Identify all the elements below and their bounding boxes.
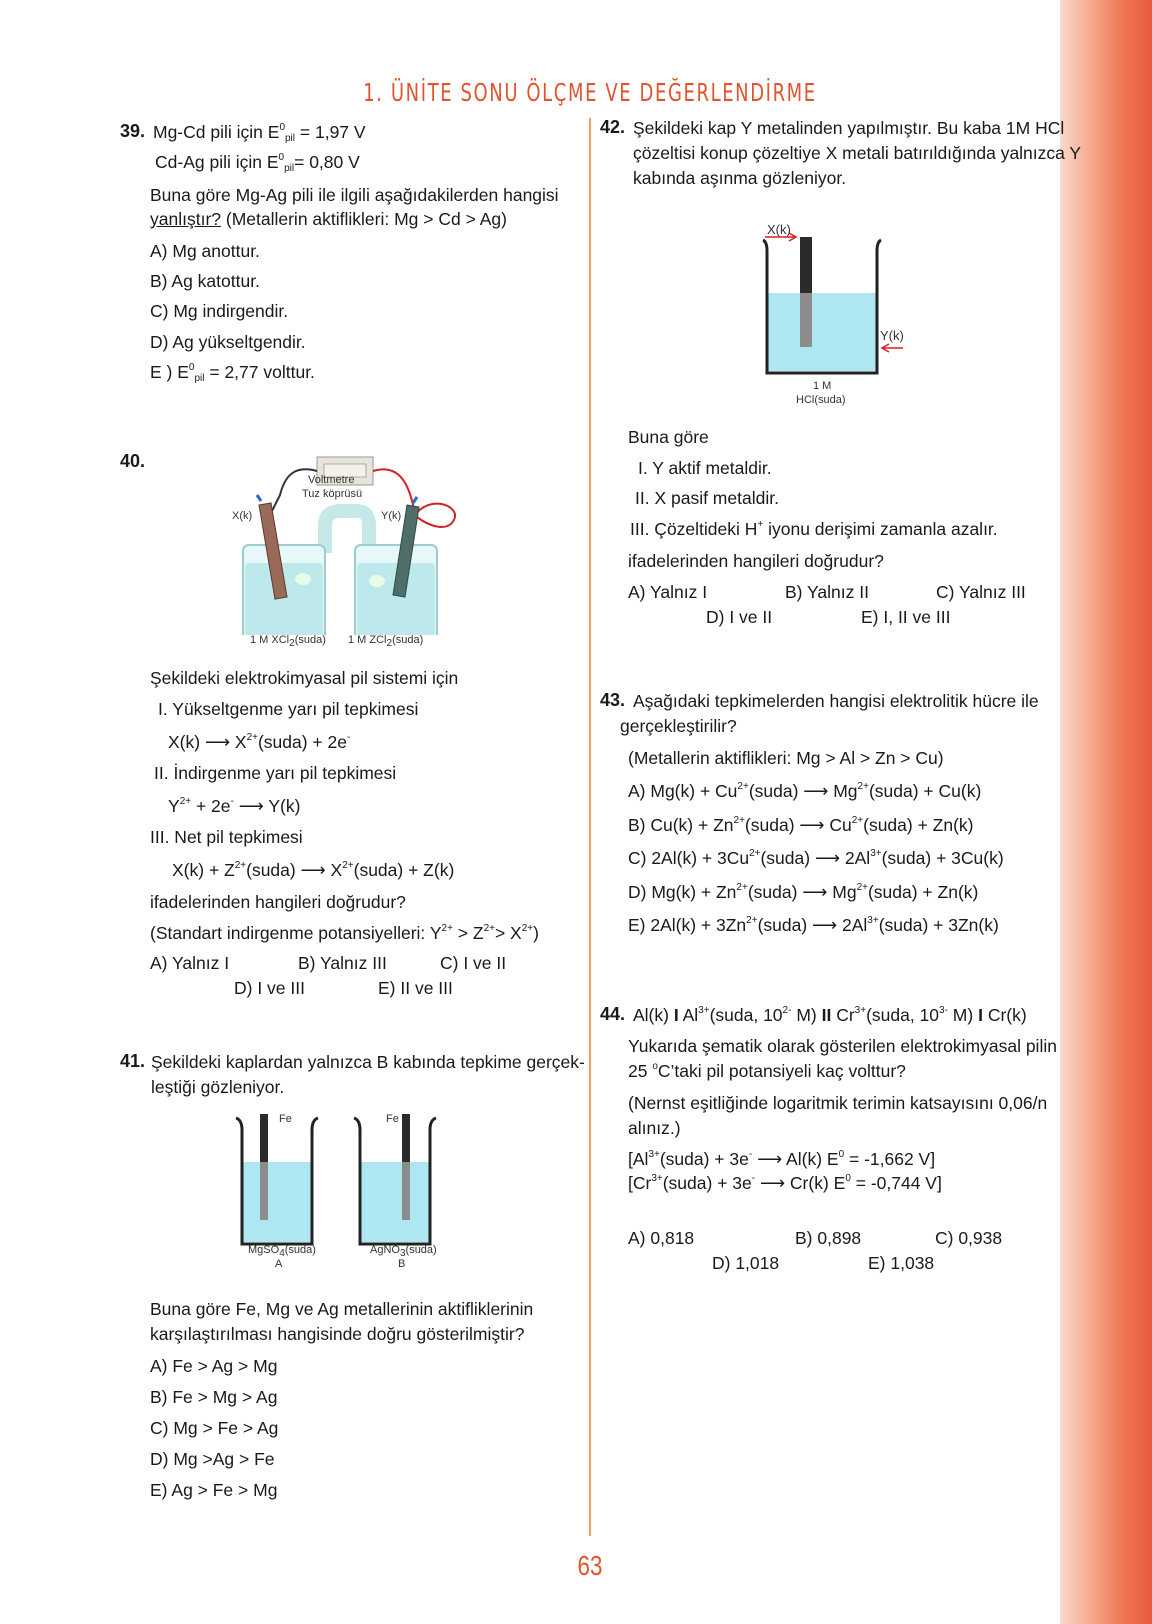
q42-number: 42. bbox=[600, 117, 626, 137]
q39-option-a[interactable]: A) Mg anottur. bbox=[150, 241, 260, 261]
q43-option-b[interactable]: B) $Cu(k) + Zn^{2+}(suda)$ ⟶ $Cu^{2+}(suda) + Zn(k)$ bbox=[628, 815, 974, 835]
q42-stem-1: Şekildeki kap Y metalinden yapılmıştır. Bu kaba 1M HCl bbox=[633, 118, 1065, 138]
q39-option-b[interactable]: B) Ag katottur. bbox=[150, 271, 260, 291]
q39-stem-1: Buna göre Mg-Ag pili ile ilgili aşağıdakilerden hangisi bbox=[150, 185, 559, 205]
q43-note: (Metallerin aktiflikleri: Mg > Al > Zn > Cu) bbox=[628, 748, 944, 768]
q41-stem-1: Şekildeki kaplardan yalnızca B kabında tepkime gerçek- bbox=[151, 1052, 585, 1072]
q42-option-c[interactable]: C) Yalnız III bbox=[936, 582, 1026, 602]
q42-statement-1: I. Y aktif metaldir. bbox=[638, 458, 772, 478]
q43-stem-1: Aşağıdaki tepkimelerden hangisi elektrolitik hücre ile bbox=[633, 691, 1039, 711]
q44-number: 44. bbox=[600, 1004, 626, 1024]
q41-beaker-b-label: B bbox=[398, 1258, 406, 1270]
q40-stem: Şekildeki elektrokimyasal pil sistemi için bbox=[150, 668, 459, 688]
q40-statement-2-label: II. İndirgenme yarı pil tepkimesi bbox=[154, 763, 397, 783]
q42-question: ifadelerinden hangileri doğrudur? bbox=[628, 551, 884, 571]
q43-option-d[interactable]: D) $Mg(k) + Zn^{2+}(suda)$ ⟶ $Mg^{2+}(suda) + Zn(k)$ bbox=[628, 882, 979, 902]
column-divider bbox=[589, 118, 591, 1536]
q39-stem-2: yanlıştır? (Metallerin aktiflikleri: Mg > Cd > Ag) bbox=[150, 209, 507, 229]
q42-option-e[interactable]: E) I, II ve III bbox=[861, 607, 951, 627]
q40-x-label: X(k) bbox=[232, 510, 253, 522]
q40-option-e[interactable]: E) II ve III bbox=[378, 978, 453, 998]
q43-stem-2: gerçekleştirilir? bbox=[620, 716, 737, 736]
q44-option-b[interactable]: B) 0,898 bbox=[795, 1228, 862, 1248]
q42-option-a[interactable]: A) Yalnız I bbox=[628, 582, 708, 602]
q41-fe-label-b: Fe bbox=[386, 1113, 399, 1125]
q44-cell-notation: Al(k) I $Al^{3+}(suda$, $10^{2-}$ M) II $Cr^{3+}(suda$, $10^{3-}$ M) I Cr(k) bbox=[633, 1005, 1027, 1025]
q42-concentration-label: 1 M bbox=[813, 380, 832, 392]
q42-statement-3: III. Çözeltideki H+ iyonu derişimi zamanla azalır. bbox=[630, 519, 998, 539]
q40-option-b[interactable]: B) Yalnız III bbox=[298, 953, 387, 973]
q44-reaction-cr: [$Cr^{3+}(suda) + 3e^-$ ⟶ Cr(k) $E^0 = -0,744$ V] bbox=[628, 1173, 942, 1193]
q40-salt-bridge-label: Tuz köprüsü bbox=[302, 488, 363, 500]
q41-beaker-a-label: A bbox=[275, 1258, 283, 1270]
q43-number: 43. bbox=[600, 690, 626, 710]
q40-option-a[interactable]: A) Yalnız I bbox=[150, 953, 230, 973]
q42-beaker-figure bbox=[755, 225, 905, 385]
q39-option-c[interactable]: C) Mg indirgendir. bbox=[150, 301, 289, 321]
q41-beaker-b-solution: AgNO$_3$(suda) bbox=[370, 1244, 437, 1259]
q40-statement-2-eq: $Y^{2+} + 2e^-$ ⟶ Y(k) bbox=[168, 796, 301, 816]
q42-solution-label: HCl(suda) bbox=[796, 394, 846, 406]
q40-y-label: Y(k) bbox=[381, 510, 402, 522]
q39-option-e[interactable]: E ) $E^0_{pil} = 2,77$ volttur. bbox=[150, 362, 315, 384]
q41-option-d[interactable]: D) Mg >Ag > Fe bbox=[150, 1449, 275, 1469]
q41-fe-label-a: Fe bbox=[279, 1113, 292, 1125]
q42-statement-2: II. X pasif metaldir. bbox=[635, 488, 779, 508]
q40-statement-1-eq: X(k) ⟶ $X^{2+}(suda) + 2e^-$ bbox=[168, 732, 351, 752]
decorative-edge-band bbox=[1060, 0, 1152, 1624]
q40-number: 40. bbox=[120, 451, 146, 471]
q44-stem-1: Yukarıda şematik olarak gösterilen elektrokimyasal pilin bbox=[628, 1036, 1057, 1056]
q42-x-label: X(k) bbox=[767, 222, 791, 237]
q44-note-2: alınız.) bbox=[628, 1118, 681, 1138]
q44-reaction-al: [$Al^{3+}(suda) + 3e^-$ ⟶ Al(k) $E^0 = -1,662$ V] bbox=[628, 1149, 936, 1169]
q39-number: 39. bbox=[120, 121, 146, 141]
q40-option-d[interactable]: D) I ve III bbox=[234, 978, 305, 998]
q40-solution-2-label: 1 M ZCl$_2$(suda) bbox=[348, 634, 424, 649]
q41-number: 41. bbox=[120, 1051, 146, 1071]
q41-option-e[interactable]: E) Ag > Fe > Mg bbox=[150, 1480, 278, 1500]
q40-statement-1-label: I. Yükseltgenme yarı pil tepkimesi bbox=[158, 699, 419, 719]
page-number: 63 bbox=[577, 1550, 603, 1581]
q42-y-label: Y(k) bbox=[880, 328, 904, 343]
q39-option-d[interactable]: D) Ag yükseltgendir. bbox=[150, 332, 306, 352]
q41-option-a[interactable]: A) Fe > Ag > Mg bbox=[150, 1356, 278, 1376]
q44-option-e[interactable]: E) 1,038 bbox=[868, 1253, 935, 1273]
q41-question-1: Buna göre Fe, Mg ve Ag metallerinin aktifliklerinin bbox=[150, 1299, 534, 1319]
q40-option-c[interactable]: C) I ve II bbox=[440, 953, 507, 973]
q41-beakers-figure bbox=[232, 1110, 442, 1259]
q42-stem-2: çözeltisi konup çözeltiye X metali batırıldığında yalnızca Y bbox=[633, 143, 1082, 163]
q42-stem-3: kabında aşınma gözleniyor. bbox=[633, 168, 847, 188]
q41-question-2: karşılaştırılması hangisinde doğru gösterilmiştir? bbox=[150, 1324, 525, 1344]
q42-option-b[interactable]: B) Yalnız II bbox=[785, 582, 869, 602]
q40-note: (Standart indirgenme potansiyelleri: $Y^{2+} > Z^{2+}> X^{2+}$) bbox=[150, 923, 539, 943]
q41-option-b[interactable]: B) Fe > Mg > Ag bbox=[150, 1387, 278, 1407]
q44-note-1: (Nernst eşitliğinde logaritmik terimin katsayısını 0,06/n bbox=[628, 1093, 1048, 1113]
q42-lead: Buna göre bbox=[628, 427, 709, 447]
q40-statement-3-label: III. Net pil tepkimesi bbox=[150, 827, 303, 847]
q43-option-e[interactable]: E) $2Al(k) + 3Zn^{2+}(suda)$ ⟶ $2Al^{3+}(suda) + 3Zn(k)$ bbox=[628, 915, 999, 935]
q43-option-a[interactable]: A) $Mg(k) + Cu^{2+}(suda)$ ⟶ $Mg^{2+}(suda) + Cu(k)$ bbox=[628, 781, 982, 801]
q39-line1: Mg-Cd pili için $E^0_{pil} = 1,97$ V bbox=[153, 122, 366, 144]
q44-stem-2: 25 $^o$C’taki pil potansiyeli kaç volttur? bbox=[628, 1061, 906, 1081]
page-title: 1. ÜNİTE SONU ÖLÇME VE DEĞERLENDİRME bbox=[363, 78, 817, 107]
q40-question: ifadelerinden hangileri doğrudur? bbox=[150, 892, 406, 912]
q39-line2: Cd-Ag pili için $E^0_{pil}= 0,80$ V bbox=[155, 152, 360, 174]
q44-option-c[interactable]: C) 0,938 bbox=[935, 1228, 1003, 1248]
q40-voltmeter-label: Voltmetre bbox=[308, 474, 355, 486]
q43-option-c[interactable]: C) $2Al(k) + 3Cu^{2+}(suda)$ ⟶ $2Al^{3+}(suda) + 3Cu(k)$ bbox=[628, 848, 1004, 868]
q41-beaker-a-solution: MgSO$_4$(suda) bbox=[248, 1244, 316, 1259]
q44-option-d[interactable]: D) 1,018 bbox=[712, 1253, 780, 1273]
q41-stem-2: leştiği gözleniyor. bbox=[151, 1077, 285, 1097]
q41-option-c[interactable]: C) Mg > Fe > Ag bbox=[150, 1418, 279, 1438]
q40-solution-1-label: 1 M XCl$_2$(suda) bbox=[250, 634, 326, 649]
q44-option-a[interactable]: A) 0,818 bbox=[628, 1228, 695, 1248]
q42-option-d[interactable]: D) I ve II bbox=[706, 607, 773, 627]
q40-statement-3-eq: $X(k) + Z^{2+}(suda)$ ⟶ $X^{2+}(suda) + Z(k)$ bbox=[172, 860, 455, 880]
